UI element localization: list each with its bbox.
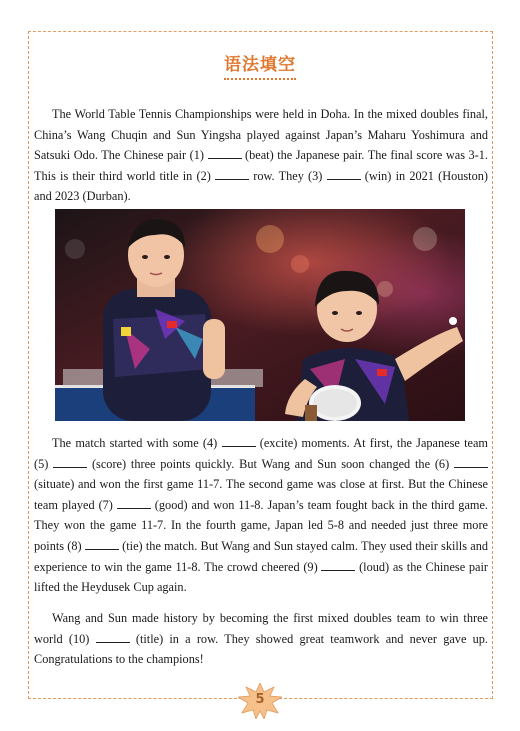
paragraph-text: (win) in 2021 (Houston) and 2023 (Durban). [34,168,488,204]
title-container [0,50,520,80]
paragraph-text: (tie) the match. But Wang and Sun stayed calm. They used their skills and experience to win the game 11-8. The crowd cheered (9) [34,538,489,574]
paragraph-text: The match started with some (4) [52,436,222,450]
paragraph-text: (situate) and won the first game 11-7. The second game was close at first. But the Chinese team played (7) [34,477,488,512]
photo-illustration [55,209,465,421]
answer-blank-2[interactable] [215,167,249,180]
answer-blank-10[interactable] [96,630,130,643]
paragraph-text: (loud) as the Chinese pair lifted the Heydusek Cup again. [34,559,488,595]
paragraph-1 [34,104,488,207]
answer-blank-9[interactable] [321,558,355,571]
paragraph-text: (beat) the Japanese pair. The final score was 3-1. This is their third world title in (2) [34,148,488,183]
paragraph-text: Wang and Sun made history by becoming the first mixed doubles team to win three world (10) [34,611,488,646]
answer-blank-7[interactable] [117,496,151,509]
answer-blank-6[interactable] [454,455,488,468]
answer-blank-3[interactable] [327,167,361,180]
paragraph-text: The World Table Tennis Championships were held in Doha. In the mixed doubles final, China’s Wang Chuqin and Sun Yingsha played against Japan’s Maharu Yoshimura and Satsuki Odo. The Chinese pair (1) [34,107,488,163]
page-number: 5 [255,692,265,707]
paragraph-text: (title) in a row. They showed great teamwork and never gave up. Congratulations to the champions! [34,631,488,667]
paragraph-text: (score) three points quickly. But Wang and Sun soon changed the (6) [87,456,454,471]
page-number-badge [238,683,282,719]
answer-blank-8[interactable] [85,537,119,550]
paragraph-3 [34,608,488,670]
page-title: 语法填空 [224,50,296,80]
table-tennis-photo [55,209,465,421]
paragraph-text: (excite) moments. At first, the Japanese team (5) [34,436,488,471]
answer-blank-1[interactable] [208,146,242,159]
paragraph-text: row. They (3) [249,168,327,183]
paragraph-text: (good) and won 11-8. Japan’s team fought back in the third game. They won the game 11-7. In the fourth game, Japan led 5-8 and needed just three more points (8) [34,497,488,553]
paragraph-2 [34,433,488,598]
answer-blank-4[interactable] [222,434,256,447]
answer-blank-5[interactable] [53,455,87,468]
